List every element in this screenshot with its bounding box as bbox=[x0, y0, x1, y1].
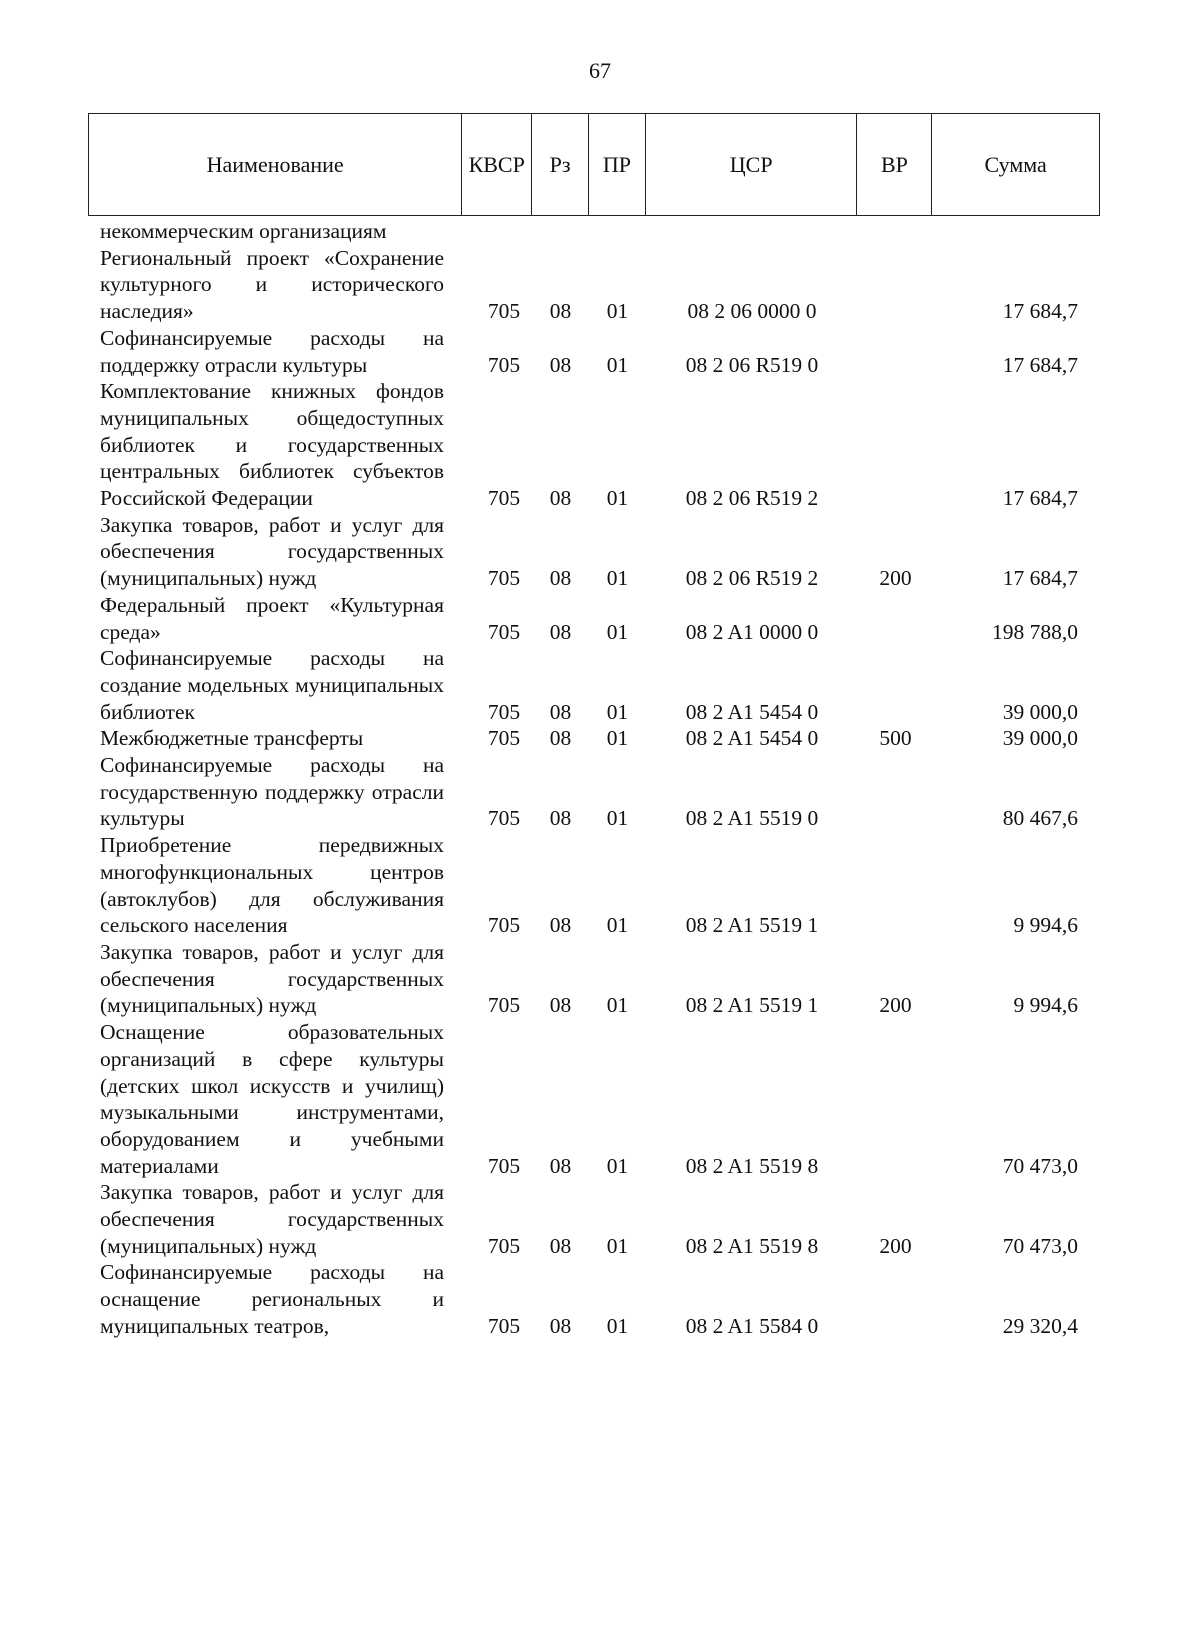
row-csr: 08 2 06 R519 0 bbox=[685, 352, 819, 377]
row-rz: 08 bbox=[549, 806, 572, 831]
row-sum: 9 994,6 bbox=[1013, 913, 1078, 938]
row-pr: 01 bbox=[606, 726, 629, 751]
header-pr: ПР bbox=[589, 114, 646, 215]
row-kvsr: 705 bbox=[487, 619, 521, 644]
table-row bbox=[88, 725, 1100, 752]
table-row bbox=[88, 325, 1100, 378]
row-kvsr: 705 bbox=[487, 993, 521, 1018]
row-vr: 200 bbox=[879, 993, 912, 1018]
row-csr: 08 2 06 R519 2 bbox=[685, 486, 819, 511]
header-sum: Сумма bbox=[984, 151, 1047, 177]
row-name: Федеральный проект «Культурная среда» bbox=[100, 592, 444, 644]
row-sum: 70 473,0 bbox=[1002, 1153, 1078, 1178]
row-sum: 198 788,0 bbox=[992, 619, 1078, 644]
row-csr: 08 2 A1 5519 1 bbox=[685, 913, 819, 938]
table-row bbox=[88, 645, 1100, 725]
row-pr: 01 bbox=[606, 699, 629, 724]
row-pr: 01 bbox=[606, 913, 629, 938]
row-sum: 17 684,7 bbox=[1002, 486, 1078, 511]
row-csr: 08 2 A1 5584 0 bbox=[685, 1313, 819, 1338]
row-kvsr: 705 bbox=[487, 699, 521, 724]
row-pr: 01 bbox=[606, 619, 629, 644]
row-name: Закупка товаров, работ и услуг для обеспечения государственных (муниципальных) нужд bbox=[100, 939, 444, 1018]
row-name: Приобретение передвижных многофункциональных центров (автоклубов) для обслуживания сельского населения bbox=[100, 833, 444, 938]
row-kvsr: 705 bbox=[487, 1233, 521, 1258]
row-kvsr: 705 bbox=[487, 726, 521, 751]
table-row bbox=[88, 1179, 1100, 1259]
row-kvsr: 705 bbox=[487, 913, 521, 938]
table-row bbox=[88, 752, 1100, 832]
row-csr: 08 2 A1 5519 8 bbox=[685, 1233, 819, 1258]
row-pr: 01 bbox=[606, 1233, 629, 1258]
row-name: Оснащение образовательных организаций в сфере культуры (детских школ искусств и училищ) музыкальными инструментами, оборудованием и учебными материалами bbox=[100, 1020, 444, 1178]
table-row bbox=[88, 378, 1100, 512]
row-vr: 500 bbox=[879, 726, 912, 751]
row-csr: 08 2 A1 5454 0 bbox=[685, 726, 819, 751]
row-csr: 08 2 A1 0000 0 bbox=[685, 619, 819, 644]
row-name: Региональный проект «Сохранение культурного и исторического наследия» bbox=[100, 245, 444, 324]
row-pr: 01 bbox=[606, 486, 629, 511]
row-csr: 08 2 A1 5519 0 bbox=[685, 806, 819, 831]
row-sum: 29 320,4 bbox=[1002, 1313, 1078, 1338]
row-kvsr: 705 bbox=[487, 1313, 521, 1338]
row-kvsr: 705 bbox=[487, 806, 521, 831]
row-csr: 08 2 06 0000 0 bbox=[687, 299, 817, 324]
row-csr: 08 2 A1 5454 0 bbox=[685, 699, 819, 724]
header-kvsr: КВСР bbox=[462, 114, 532, 215]
row-kvsr: 705 bbox=[487, 486, 521, 511]
continuation-row bbox=[88, 218, 1100, 245]
row-sum: 70 473,0 bbox=[1002, 1233, 1078, 1258]
row-pr: 01 bbox=[606, 1153, 629, 1178]
header-rz: Рз bbox=[532, 114, 589, 215]
table-row bbox=[88, 1019, 1100, 1179]
row-pr: 01 bbox=[606, 993, 629, 1018]
row-rz: 08 bbox=[549, 1233, 572, 1258]
header-csr: ЦСР bbox=[646, 114, 858, 215]
table-body bbox=[88, 218, 1100, 1340]
row-vr: 200 bbox=[879, 1233, 912, 1258]
table-header bbox=[88, 113, 1100, 216]
row-rz: 08 bbox=[549, 726, 572, 751]
row-sum: 39 000,0 bbox=[1002, 699, 1078, 724]
row-pr: 01 bbox=[606, 806, 629, 831]
row-rz: 08 bbox=[549, 993, 572, 1018]
row-name: Софинансируемые расходы на поддержку отрасли культуры bbox=[100, 325, 444, 377]
row-sum: 17 684,7 bbox=[1002, 299, 1078, 324]
row-rz: 08 bbox=[549, 619, 572, 644]
row-rz: 08 bbox=[549, 699, 572, 724]
table-row bbox=[88, 832, 1100, 939]
table-row bbox=[88, 512, 1100, 592]
continuation-text: некоммерческим организациям bbox=[100, 219, 387, 243]
row-name: Закупка товаров, работ и услуг для обеспечения государственных (муниципальных) нужд bbox=[100, 1180, 444, 1258]
row-pr: 01 bbox=[606, 566, 629, 591]
row-sum: 17 684,7 bbox=[1002, 352, 1078, 377]
row-kvsr: 705 bbox=[487, 566, 521, 591]
row-kvsr: 705 bbox=[487, 299, 521, 324]
table-row bbox=[88, 245, 1100, 325]
row-sum: 9 994,6 bbox=[1013, 993, 1078, 1018]
table-row bbox=[88, 1259, 1100, 1339]
row-rz: 08 bbox=[549, 1313, 572, 1338]
row-csr: 08 2 A1 5519 1 bbox=[685, 993, 819, 1018]
row-rz: 08 bbox=[549, 352, 572, 377]
row-rz: 08 bbox=[549, 1153, 572, 1178]
row-rz: 08 bbox=[549, 486, 572, 511]
row-rz: 08 bbox=[549, 299, 572, 324]
row-name: Софинансируемые расходы на государственную поддержку отрасли культуры bbox=[100, 753, 444, 831]
row-kvsr: 705 bbox=[487, 352, 521, 377]
row-name: Софинансируемые расходы на оснащение региональных и муниципальных театров, bbox=[100, 1260, 444, 1338]
row-name: Межбюджетные трансферты bbox=[100, 726, 364, 751]
row-sum: 17 684,7 bbox=[1002, 566, 1078, 591]
row-vr: 200 bbox=[879, 566, 912, 591]
header-vr: ВР bbox=[857, 114, 932, 215]
row-name: Комплектование книжных фондов муниципальных общедоступных библиотек и государственных центральных библиотек субъектов Российской Федерации bbox=[100, 379, 444, 511]
row-csr: 08 2 06 R519 2 bbox=[685, 566, 819, 591]
row-sum: 39 000,0 bbox=[1002, 726, 1078, 751]
row-name: Софинансируемые расходы на создание модельных муниципальных библиотек bbox=[100, 646, 444, 724]
row-pr: 01 bbox=[606, 299, 629, 324]
row-sum: 80 467,6 bbox=[1002, 806, 1078, 831]
table-row bbox=[88, 592, 1100, 645]
row-pr: 01 bbox=[606, 352, 629, 377]
row-kvsr: 705 bbox=[487, 1153, 521, 1178]
table-row bbox=[88, 939, 1100, 1019]
row-rz: 08 bbox=[549, 913, 572, 938]
row-rz: 08 bbox=[549, 566, 572, 591]
header-name: Наименование bbox=[89, 114, 462, 215]
page-number: 67 bbox=[589, 58, 611, 83]
row-name: Закупка товаров, работ и услуг для обеспечения государственных (муниципальных) нужд bbox=[100, 512, 444, 591]
row-pr: 01 bbox=[606, 1313, 629, 1338]
row-csr: 08 2 A1 5519 8 bbox=[685, 1153, 819, 1178]
